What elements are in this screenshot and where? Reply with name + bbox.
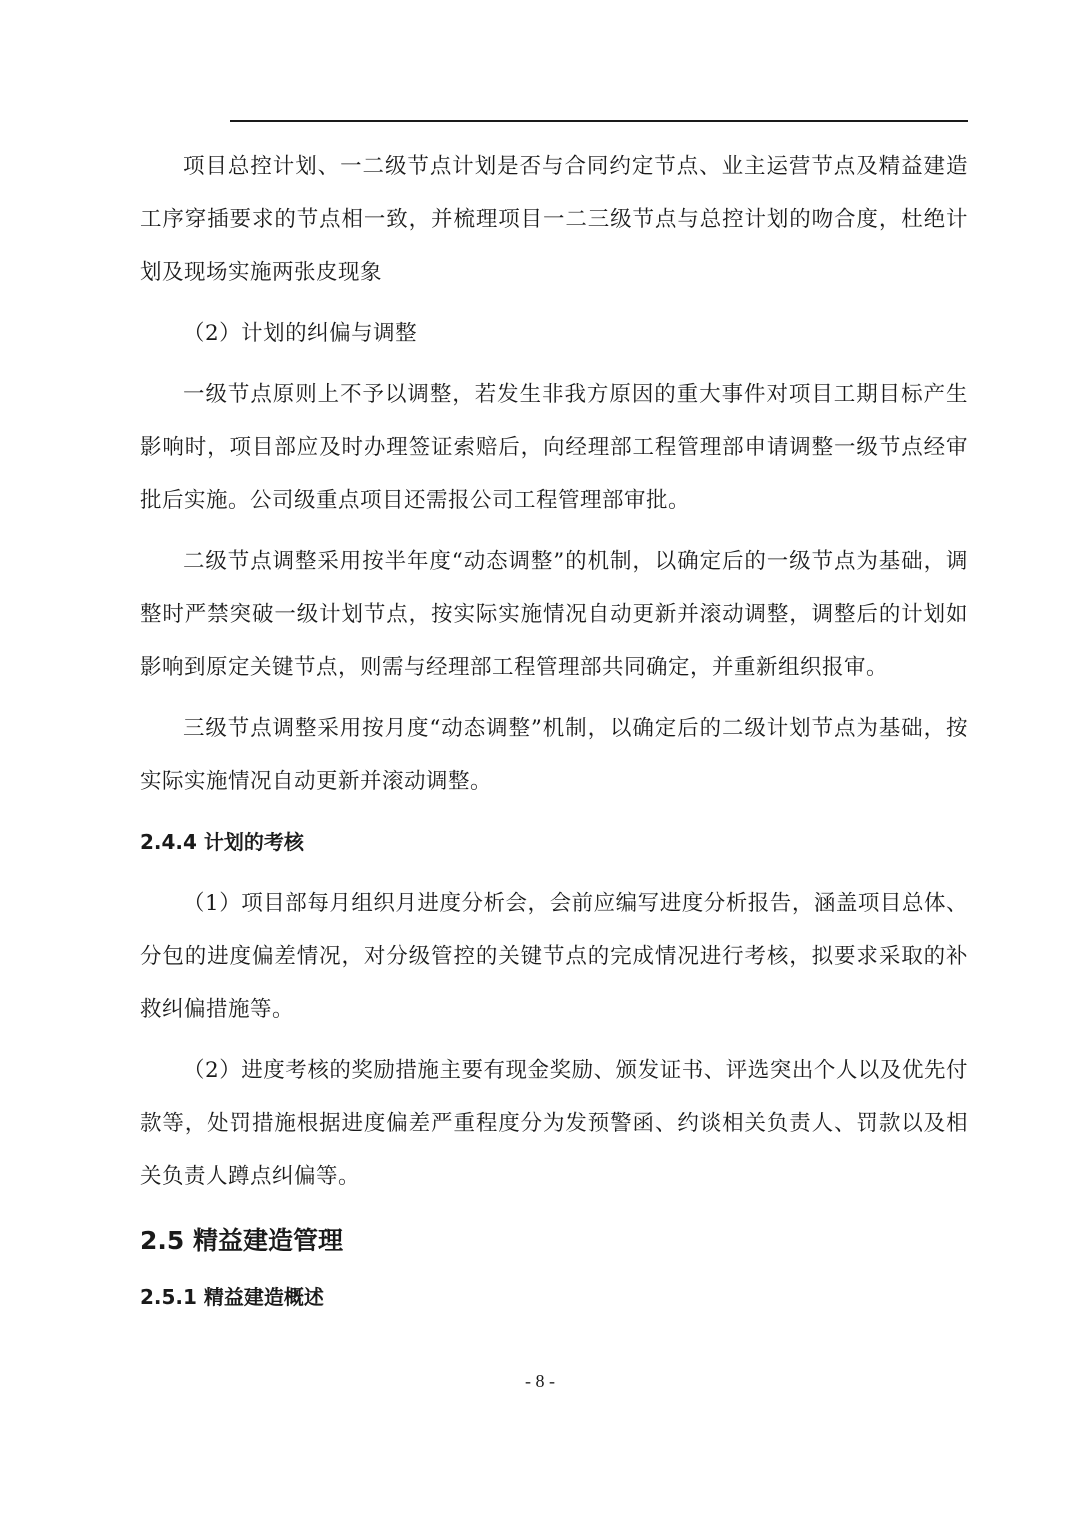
section-heading-2-5-1: 2.5.1 精益建造概述 — [140, 1285, 324, 1309]
subheading-plan-correction: （2）计划的纠偏与调整 — [183, 321, 418, 346]
page-content — [140, 140, 968, 1324]
section-heading-2-4-4: 2.4.4 计划的考核 — [140, 830, 304, 854]
paragraph-level1-adjustment: 一级节点原则上不予以调整，若发生非我方原因的重大事件对项目工期目标产生影响时，项目部应及时办理签证索赔后，向经理部工程管理部申请调整一级节点经审批后实施。公司级重点项目还需报公司工程管理部审批。 — [140, 382, 968, 513]
paragraph-node-plan-consistency: 项目总控计划、一二级节点计划是否与合同约定节点、业主运营节点及精益建造工序穿插要求的节点相一致，并梳理项目一二三级节点与总控计划的吻合度，杜绝计划及现场实施两张皮现象 — [140, 154, 968, 285]
paragraph-reward-penalty: （2）进度考核的奖励措施主要有现金奖励、颁发证书、评选突出个人以及优先付款等，处罚措施根据进度偏差严重程度分为发预警函、约谈相关负责人、罚款以及相关负责人蹲点纠偏等。 — [140, 1058, 968, 1189]
paragraph-monthly-analysis: （1）项目部每月组织月进度分析会，会前应编写进度分析报告，涵盖项目总体、分包的进度偏差情况，对分级管控的关键节点的完成情况进行考核，拟要求采取的补救纠偏措施等。 — [140, 891, 968, 1022]
section-heading-2-5: 2.5 精益建造管理 — [140, 1226, 343, 1255]
header-rule — [230, 120, 968, 122]
page-number: - 8 - — [525, 1371, 555, 1391]
paragraph-level3-adjustment: 三级节点调整采用按月度“动态调整”机制，以确定后的二级计划节点为基础，按实际实施情况自动更新并滚动调整。 — [140, 716, 968, 794]
paragraph-level2-adjustment: 二级节点调整采用按半年度“动态调整”的机制，以确定后的一级节点为基础，调整时严禁突破一级计划节点，按实际实施情况自动更新并滚动调整，调整后的计划如影响到原定关键节点，则需与经理部工程管理部共同确定，并重新组织报审。 — [140, 549, 968, 680]
